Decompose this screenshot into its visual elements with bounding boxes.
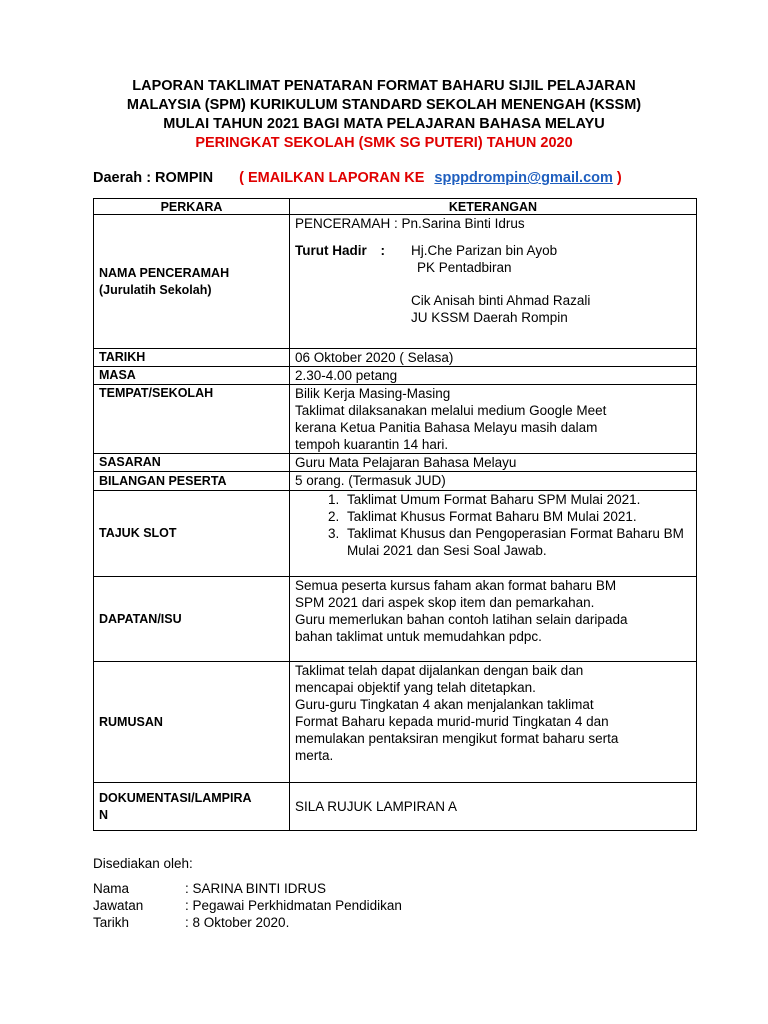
attendee-role: JU KSSM Daerah Rompin bbox=[411, 310, 568, 325]
value-tarikh: 06 Oktober 2020 ( Selasa) bbox=[290, 349, 697, 367]
signature-value: : 8 Oktober 2020. bbox=[185, 915, 290, 930]
email-instruction: ( EMAILKAN LAPORAN KE spppdrompin@gmail.com ) bbox=[239, 170, 622, 186]
value-masa: 2.30-4.00 petang bbox=[290, 367, 697, 385]
signature-block bbox=[93, 880, 402, 931]
row-dapatan bbox=[94, 577, 697, 662]
row-penceramah bbox=[94, 215, 697, 349]
signature-value: : SARINA BINTI IDRUS bbox=[185, 881, 327, 896]
attendee-name: Cik Anisah binti Ahmad Razali bbox=[411, 293, 591, 308]
signature-row bbox=[93, 880, 402, 897]
header-keterangan: KETERANGAN bbox=[290, 199, 697, 215]
signature-label: Nama bbox=[93, 881, 130, 896]
value-rumusan: Taklimat telah dapat dijalankan dengan baik dan mencapai objektif yang telah ditetapkan. Guru-guru Tingkatan 4 akan menjalankan taklimat Format Baharu kepada murid-murid Tingkatan 4 dan memulakan pentaksiran mengikut format baharu serta merta. bbox=[290, 662, 697, 783]
title-line: LAPORAN TAKLIMAT PENATARAN FORMAT BAHARU SIJIL PELAJARAN bbox=[132, 78, 636, 94]
key-dapatan: DAPATAN/ISU bbox=[94, 577, 290, 662]
attendee-name: Hj.Che Parizan bin Ayob bbox=[411, 243, 558, 258]
value-tempat: Bilik Kerja Masing-Masing Taklimat dilaksanakan melalui medium Google Meet kerana Ketua Panitia Bahasa Melayu masih dalam tempoh kuarantin 14 hari. bbox=[290, 385, 697, 454]
signature-value: : Pegawai Perkhidmatan Pendidikan bbox=[185, 898, 402, 913]
signature-label: Tarikh bbox=[93, 915, 130, 930]
value-sasaran: Guru Mata Pelajaran Bahasa Melayu bbox=[290, 454, 697, 472]
key-bilangan: BILANGAN PESERTA bbox=[94, 472, 290, 491]
row-rumusan bbox=[94, 662, 697, 783]
key-tempat: TEMPAT/SEKOLAH bbox=[94, 385, 290, 454]
value-penceramah bbox=[290, 215, 697, 349]
list-item: 2. Taklimat Khusus Format Baharu BM Mulai 2021. bbox=[343, 508, 691, 525]
key-tarikh: TARIKH bbox=[94, 349, 290, 367]
report-title bbox=[40, 77, 728, 153]
value-dapatan: Semua peserta kursus faham akan format baharu BM SPM 2021 dari aspek skop item dan pemarkahan. Guru memerlukan bahan contoh latihan selain daripada bahan taklimat untuk memudahkan pdpc. bbox=[290, 577, 697, 662]
attendee-role: PK Pentadbiran bbox=[417, 260, 512, 275]
signature-row bbox=[93, 914, 402, 931]
row-dokumentasi bbox=[94, 783, 697, 831]
row-masa bbox=[94, 367, 697, 385]
value-bilangan: 5 orang. (Termasuk JUD) bbox=[290, 472, 697, 491]
key-masa: MASA bbox=[94, 367, 290, 385]
value-tajuk bbox=[290, 491, 697, 577]
daerah-label: Daerah : ROMPIN bbox=[93, 170, 214, 186]
report-table bbox=[93, 198, 697, 831]
signature-row bbox=[93, 897, 402, 914]
row-tarikh bbox=[94, 349, 697, 367]
turut-hadir: Turut Hadir : Hj.Che Parizan bin Ayob PK Pentadbiran Cik Anisah binti Ahmad Razali JU KSSM Daerah Rompin bbox=[295, 242, 691, 326]
key-sasaran: SASARAN bbox=[94, 454, 290, 472]
row-tajuk bbox=[94, 491, 697, 577]
row-bilangan bbox=[94, 472, 697, 491]
list-item: 3. Taklimat Khusus dan Pengoperasian Format Baharu BM Mulai 2021 dan Sesi Soal Jawab. bbox=[343, 525, 691, 559]
header-perkara: PERKARA bbox=[94, 199, 290, 215]
key-dokumentasi: DOKUMENTASI/LAMPIRA N bbox=[94, 783, 290, 831]
signature-label: Jawatan bbox=[93, 898, 144, 913]
title-line: MULAI TAHUN 2021 BAGI MATA PELAJARAN BAHASA MELAYU bbox=[163, 116, 605, 132]
table-header-row bbox=[94, 199, 697, 215]
row-tempat bbox=[94, 385, 697, 454]
prepared-by-label: Disediakan oleh: bbox=[93, 856, 193, 871]
penceramah-name: PENCERAMAH : Pn.Sarina Binti Idrus bbox=[295, 216, 525, 231]
value-dokumentasi: SILA RUJUK LAMPIRAN A bbox=[290, 783, 697, 831]
key-rumusan: RUMUSAN bbox=[94, 662, 290, 783]
key-tajuk: TAJUK SLOT bbox=[94, 491, 290, 577]
list-item: 1. Taklimat Umum Format Baharu SPM Mulai 2021. bbox=[343, 491, 691, 508]
email-link[interactable]: spppdrompin@gmail.com bbox=[434, 170, 613, 186]
title-line: MALAYSIA (SPM) KURIKULUM STANDARD SEKOLAH MENENGAH (KSSM) bbox=[126, 97, 642, 113]
row-sasaran bbox=[94, 454, 697, 472]
daerah-line bbox=[93, 170, 622, 186]
title-school-line: PERINGKAT SEKOLAH (SMK SG PUTERI) TAHUN 2020 bbox=[195, 135, 573, 151]
key-penceramah: NAMA PENCERAMAH (Jurulatih Sekolah) bbox=[94, 215, 290, 349]
